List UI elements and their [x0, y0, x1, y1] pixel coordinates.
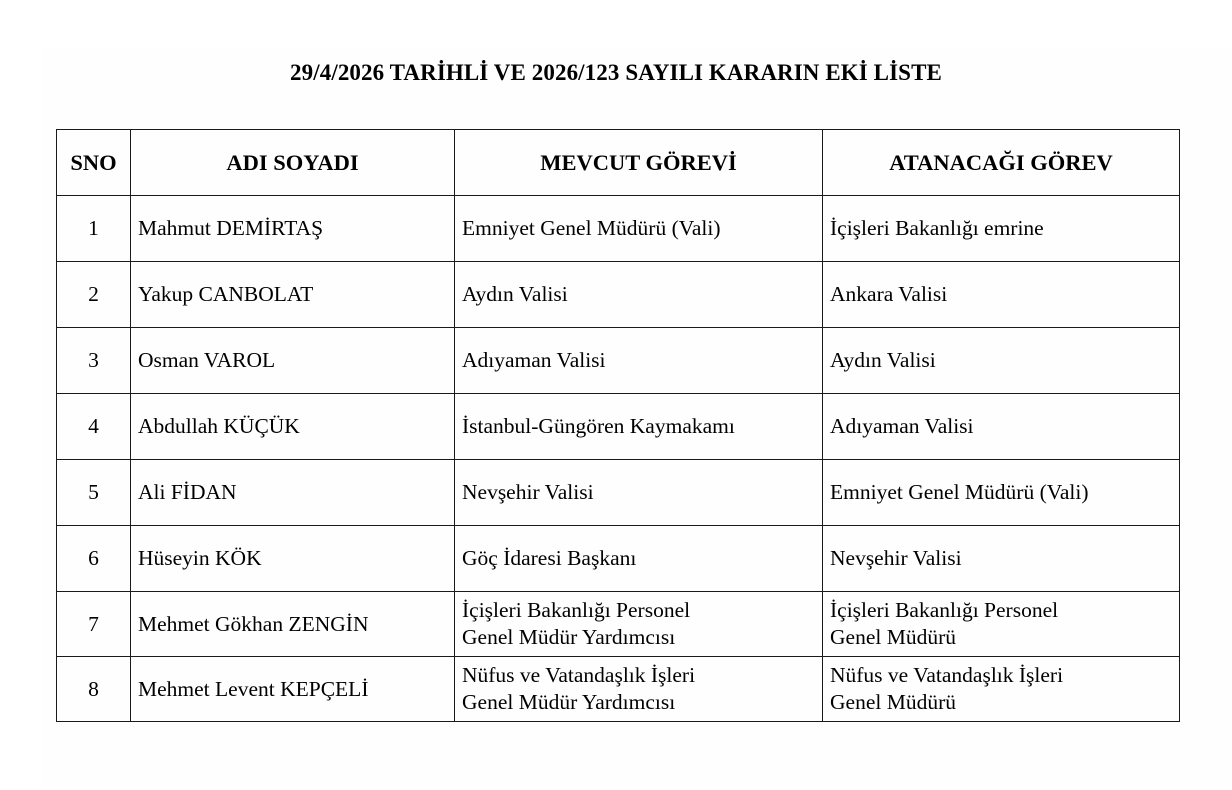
- cell-line: Genel Müdürü: [830, 625, 956, 649]
- cell-sno: 1: [57, 196, 131, 262]
- table-row: [57, 328, 1180, 394]
- cell-name: Mehmet Levent KEPÇELİ: [131, 657, 455, 722]
- table-row: [57, 394, 1180, 460]
- cell-line: Adıyaman Valisi: [462, 348, 606, 372]
- cell-line: Ankara Valisi: [830, 282, 948, 306]
- cell-line: Nevşehir Valisi: [462, 480, 594, 504]
- table-header-row: [57, 130, 1180, 196]
- cell-assigned-position: [823, 262, 1180, 328]
- cell-name: Mahmut DEMİRTAŞ: [131, 196, 455, 262]
- cell-current-position: [455, 526, 823, 592]
- cell-line: Göç İdaresi Başkanı: [462, 546, 637, 570]
- cell-current-position: [455, 460, 823, 526]
- cell-line: İstanbul-Güngören Kaymakamı: [462, 414, 735, 438]
- appointment-list-table: [56, 129, 1180, 722]
- cell-sno: 8: [57, 657, 131, 722]
- cell-sno: 2: [57, 262, 131, 328]
- cell-assigned-position: [823, 460, 1180, 526]
- cell-assigned-position: [823, 196, 1180, 262]
- cell-current-position: [455, 592, 823, 657]
- cell-line: Genel Müdür Yardımcısı: [462, 625, 676, 649]
- document-title: 29/4/2026 TARİHLİ VE 2026/123 SAYILI KARARIN EKİ LİSTE: [290, 60, 942, 85]
- cell-assigned-position: [823, 592, 1180, 657]
- cell-name: Hüseyin KÖK: [131, 526, 455, 592]
- cell-sno: 6: [57, 526, 131, 592]
- cell-line: İçişleri Bakanlığı emrine: [830, 216, 1044, 240]
- table-row: [57, 196, 1180, 262]
- cell-assigned-position: [823, 657, 1180, 722]
- header-sno: SNO: [57, 130, 131, 196]
- table-row: [57, 262, 1180, 328]
- cell-current-position: [455, 262, 823, 328]
- cell-current-position: [455, 657, 823, 722]
- cell-line: İçişleri Bakanlığı Personel: [830, 598, 1059, 622]
- cell-line: Nüfus ve Vatandaşlık İşleri: [830, 663, 1064, 687]
- cell-line: Aydın Valisi: [830, 348, 936, 372]
- cell-sno: 3: [57, 328, 131, 394]
- cell-assigned-position: [823, 394, 1180, 460]
- cell-sno: 4: [57, 394, 131, 460]
- cell-name: Osman VAROL: [131, 328, 455, 394]
- cell-sno: 5: [57, 460, 131, 526]
- header-current-position: MEVCUT GÖREVİ: [455, 130, 823, 196]
- table-row: [57, 592, 1180, 657]
- cell-name: Yakup CANBOLAT: [131, 262, 455, 328]
- cell-line: Genel Müdürü: [830, 690, 956, 714]
- cell-line: Emniyet Genel Müdürü (Vali): [830, 480, 1089, 504]
- cell-name: Abdullah KÜÇÜK: [131, 394, 455, 460]
- cell-line: Nüfus ve Vatandaşlık İşleri: [462, 663, 696, 687]
- cell-assigned-position: [823, 526, 1180, 592]
- cell-name: Ali FİDAN: [131, 460, 455, 526]
- cell-assigned-position: [823, 328, 1180, 394]
- cell-line: Adıyaman Valisi: [830, 414, 974, 438]
- cell-name: Mehmet Gökhan ZENGİN: [131, 592, 455, 657]
- header-name: ADI SOYADI: [131, 130, 455, 196]
- cell-current-position: [455, 394, 823, 460]
- cell-line: Aydın Valisi: [462, 282, 568, 306]
- cell-current-position: [455, 196, 823, 262]
- table-row: [57, 460, 1180, 526]
- cell-line: İçişleri Bakanlığı Personel: [462, 598, 691, 622]
- cell-line: Nevşehir Valisi: [830, 546, 962, 570]
- table-row: [57, 657, 1180, 722]
- cell-line: Genel Müdür Yardımcısı: [462, 690, 676, 714]
- table-row: [57, 526, 1180, 592]
- cell-line: Emniyet Genel Müdürü (Vali): [462, 216, 721, 240]
- cell-sno: 7: [57, 592, 131, 657]
- cell-current-position: [455, 328, 823, 394]
- header-assigned-position: ATANACAĞI GÖREV: [823, 130, 1180, 196]
